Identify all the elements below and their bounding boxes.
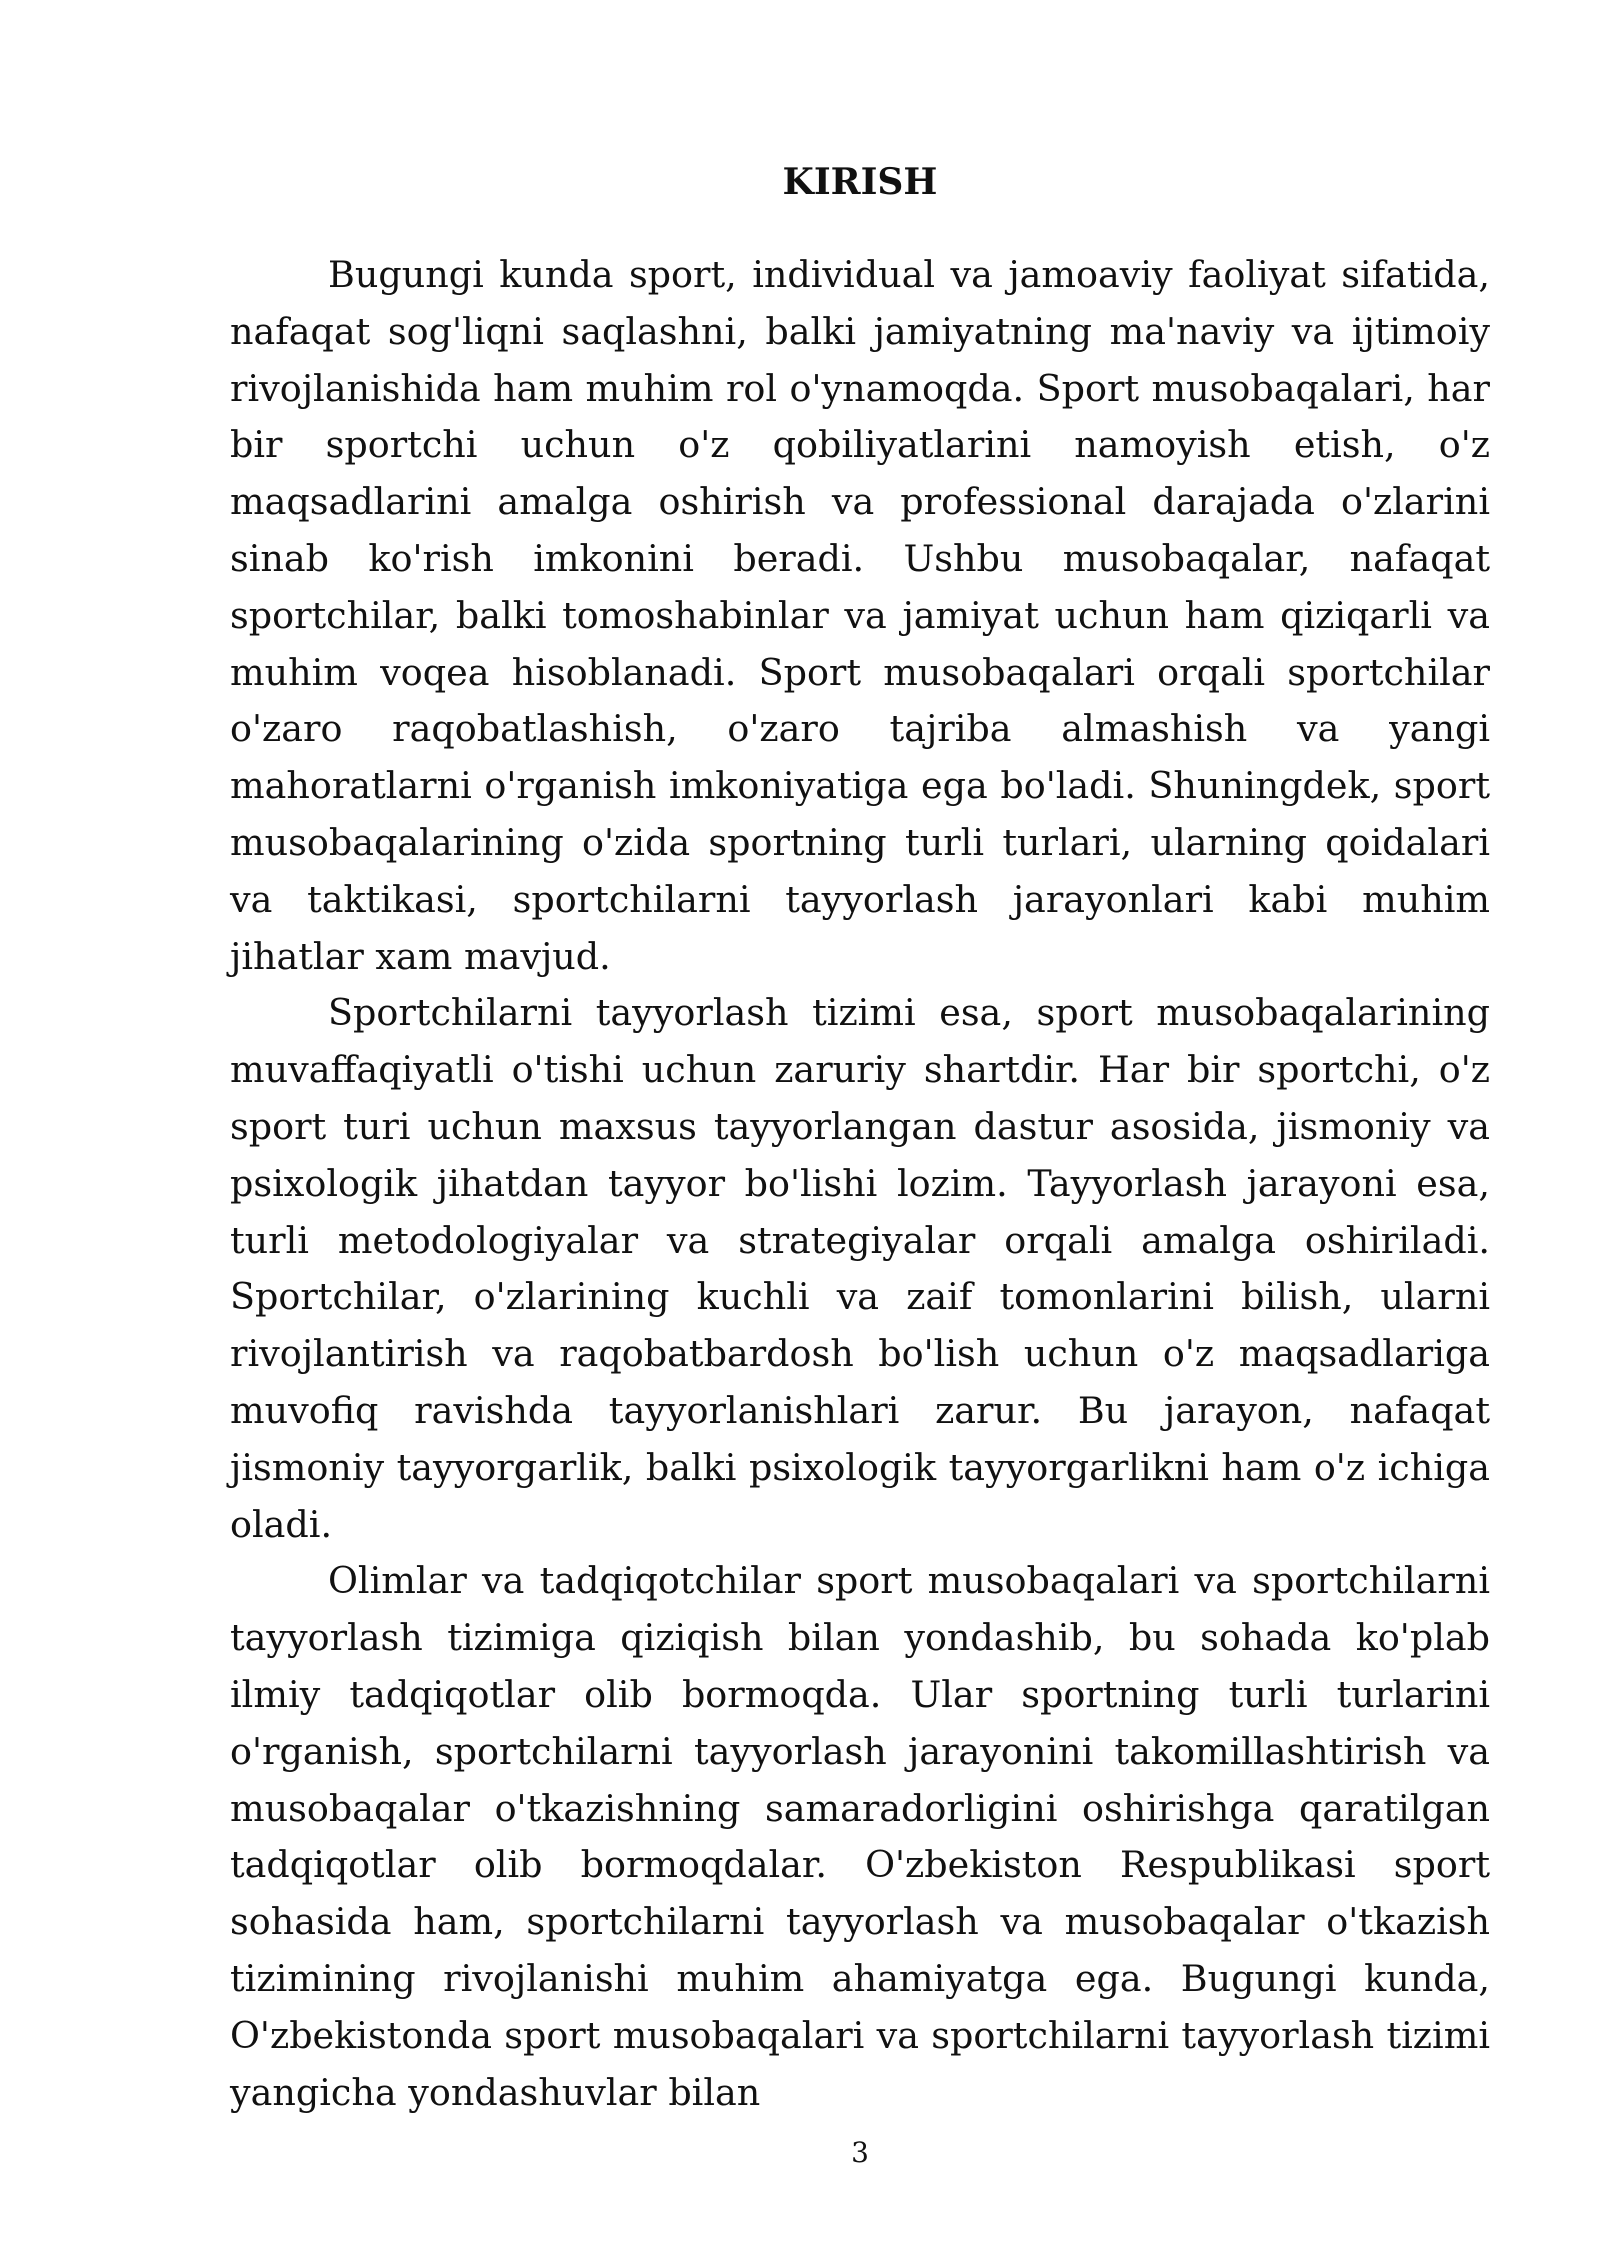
paragraph-3: Olimlar va tadqiqotchilar sport musobaqalari va sportchilarni tayyorlash tizimiga qiziqish bilan yondashib, bu sohada ko'plab ilmiy tadqiqotlar olib bormoqda. Ular sportning turli turlarini o'rganish, sportchilarni tayyorlash jarayonini takomillashtirish va musobaqalar o'tkazishning samaradorligini oshirishga qaratilgan tadqiqotlar olib bormoqdalar. O'zbekiston Respublikasi sport sohasida ham, sportchilarni tayyorlash va musobaqalar o'tkazish tizimining rivojlanishi muhim ahamiyatga ega. Bugungi kunda, O'zbekistonda sport musobaqalari va sportchilarni tayyorlash tizimi yangicha yondashuvlar bilan [230,1559,1490,2114]
paragraph-2: Sportchilarni tayyorlash tizimi esa, sport musobaqalarining muvaffaqiyatli o'tishi uchun zaruriy shartdir. Har bir sportchi, o'z sport turi uchun maxsus tayyorlangan dastur asosida, jismoniy va psixologik jihatdan tayyor bo'lishi lozim. Tayyorlash jarayoni esa, turli metodologiyalar va strategiyalar orqali amalga oshiriladi. Sportchilar, o'zlarining kuchli va zaif tomonlarini bilish, ularni rivojlantirish va raqobatbardosh bo'lish uchun o'z maqsadlariga muvofiq ravishda tayyorlanishlari zarur. Bu jarayon, nafaqat jismoniy tayyorgarlik, balki psixologik tayyorgarlikni ham o'z ichiga oladi. [230,991,1490,1546]
section-title: KIRISH [782,161,938,203]
page-number: 3 [851,2136,869,2169]
body-text [230,247,1490,2121]
paragraph-1: Bugungi kunda sport, individual va jamoaviy faoliyat sifatida, nafaqat sog'liqni saqlashni, balki jamiyatning ma'naviy va ijtimoiy rivojlanishida ham muhim rol o'ynamoqda. Sport musobaqalari, har bir sportchi uchun o'z qobiliyatlarini namoyish etish, o'z maqsadlarini amalga oshirish va professional darajada o'zlarini sinab ko'rish imkonini beradi. Ushbu musobaqalar, nafaqat sportchilar, balki tomoshabinlar va jamiyat uchun ham qiziqarli va muhim voqea hisoblanadi. Sport musobaqalari orqali sportchilar o'zaro raqobatlashish, o'zaro tajriba almashish va yangi mahoratlarni o'rganish imkoniyatiga ega bo'ladi. Shuningdek, sport musobaqalarining o'zida sportning turli turlari, ularning qoidalari va taktikasi, sportchilarni tayyorlash jarayonlari kabi muhim jihatlar xam mavjud. [230,253,1490,978]
